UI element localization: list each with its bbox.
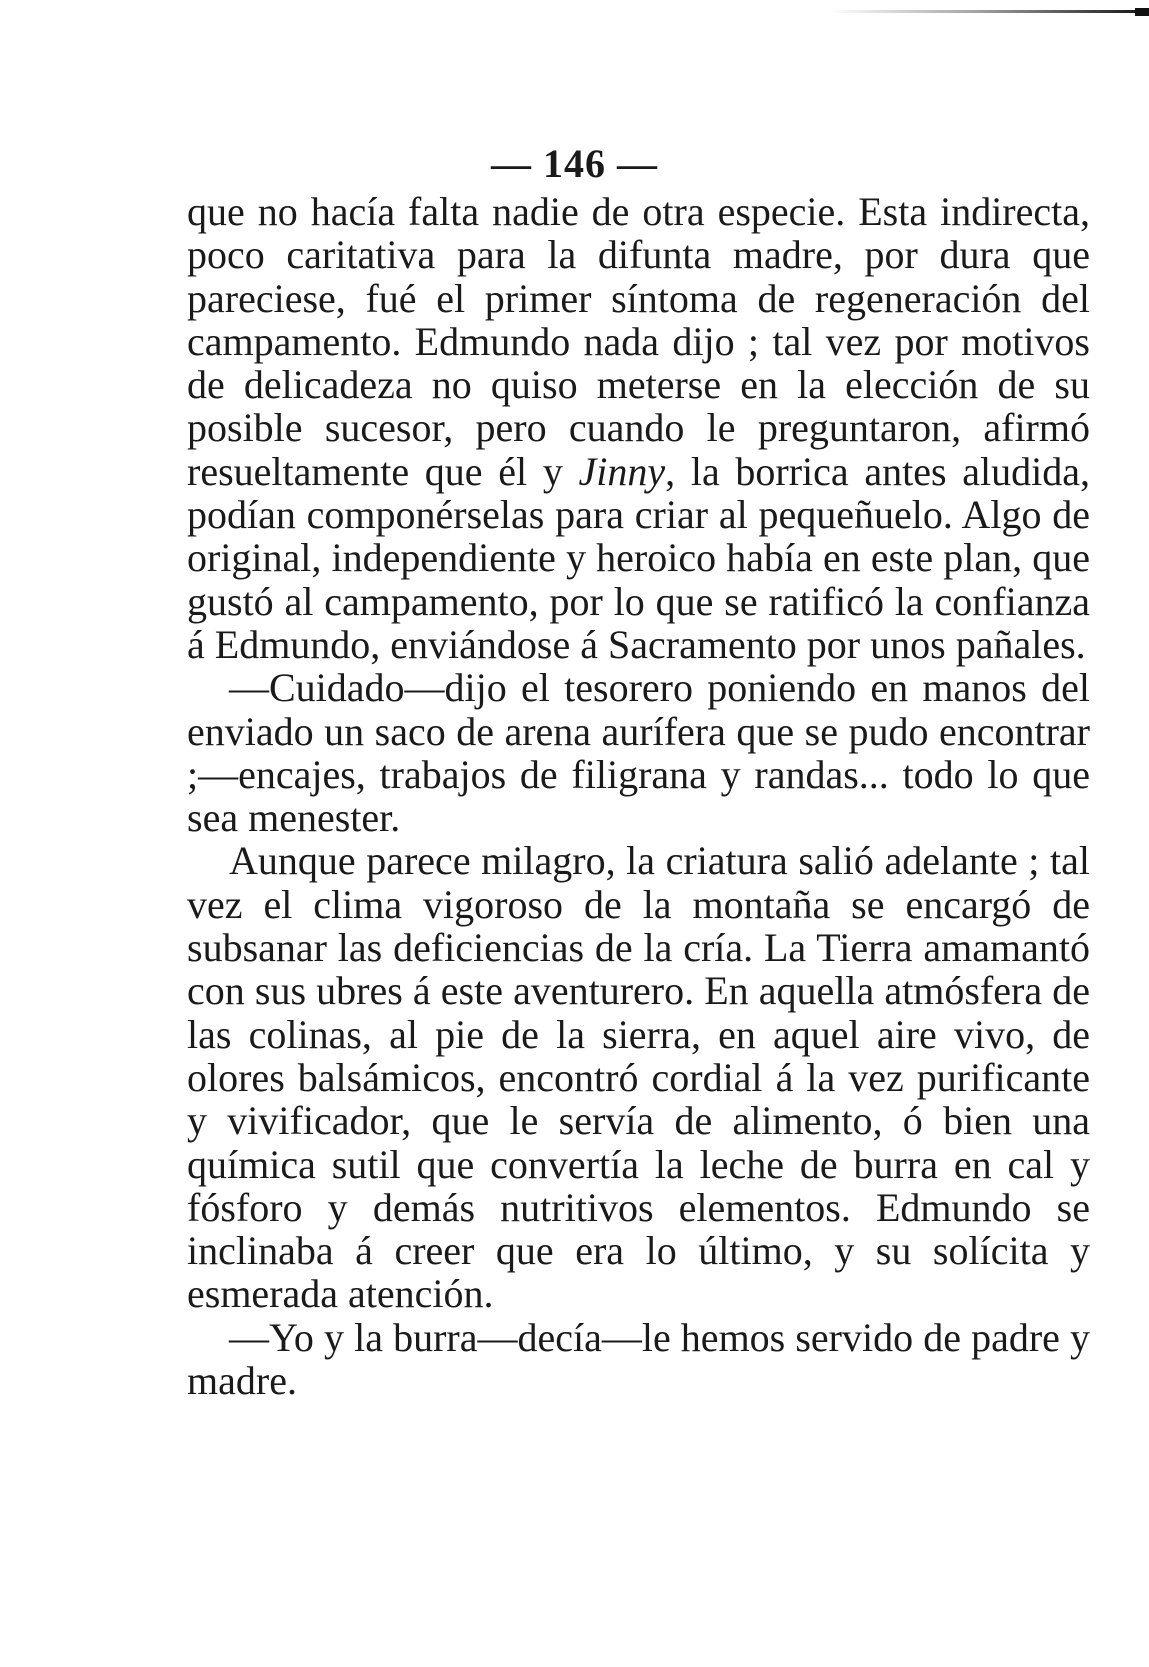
- paragraph-1-text-b: , la borrica antes aludida, podían componérselas para criar al pequeñuelo. Algo de original, independiente y heroico había en este plan, que gustó al campamento, por lo que se ratificó la confianza á Edmundo, enviándose á Sacramento por unos pañales.: [187, 448, 1090, 667]
- page-number: — 146 —: [491, 141, 658, 186]
- paragraph-1-italic-name: Jinny: [578, 448, 666, 494]
- page-edge-mark: [829, 10, 1149, 13]
- paragraph-3: Aunque parece milagro, la criatura salió adelante ; tal vez el clima vigoroso de la montaña se encargó de subsanar las deficiencias de la cría. La Tierra amamantó con sus ubres á este aventurero. En aquella atmósfera de las colinas, al pie de la sierra, en aquel aire vivo, de olores balsámicos, encontró cordial á la vez purificante y vivificador, que le servía de alimento, ó bien una química sutil que convertía la leche de burra en cal y fósforo y demás nutritivos elementos. Edmundo se inclinaba á creer que era lo último, y su solícita y esmerada atención.: [187, 838, 1090, 1317]
- body-text: [187, 190, 1090, 1402]
- paragraph-2: —Cuidado—dijo el tesorero poniendo en manos del enviado un saco de arena aurífera que se pudo encontrar ;—encajes, trabajos de filigrana y randas... todo lo que sea menester.: [187, 665, 1090, 841]
- paragraph-4: —Yo y la burra—decía—le hemos servido de padre y madre.: [187, 1314, 1090, 1404]
- paragraph-1: [187, 190, 1090, 666]
- paragraph-1-text-a: que no hacía falta nadie de otra especie. Esta indirecta, poco caritativa para la difunta madre, por dura que pareciese, fué el primer síntoma de regeneración del campamento. Edmundo nada dijo ; tal vez por motivos de delicadeza no quiso meterse en la elección de su posible sucesor, pero cuando le preguntaron, afirmó resueltamente que él y: [187, 189, 1090, 494]
